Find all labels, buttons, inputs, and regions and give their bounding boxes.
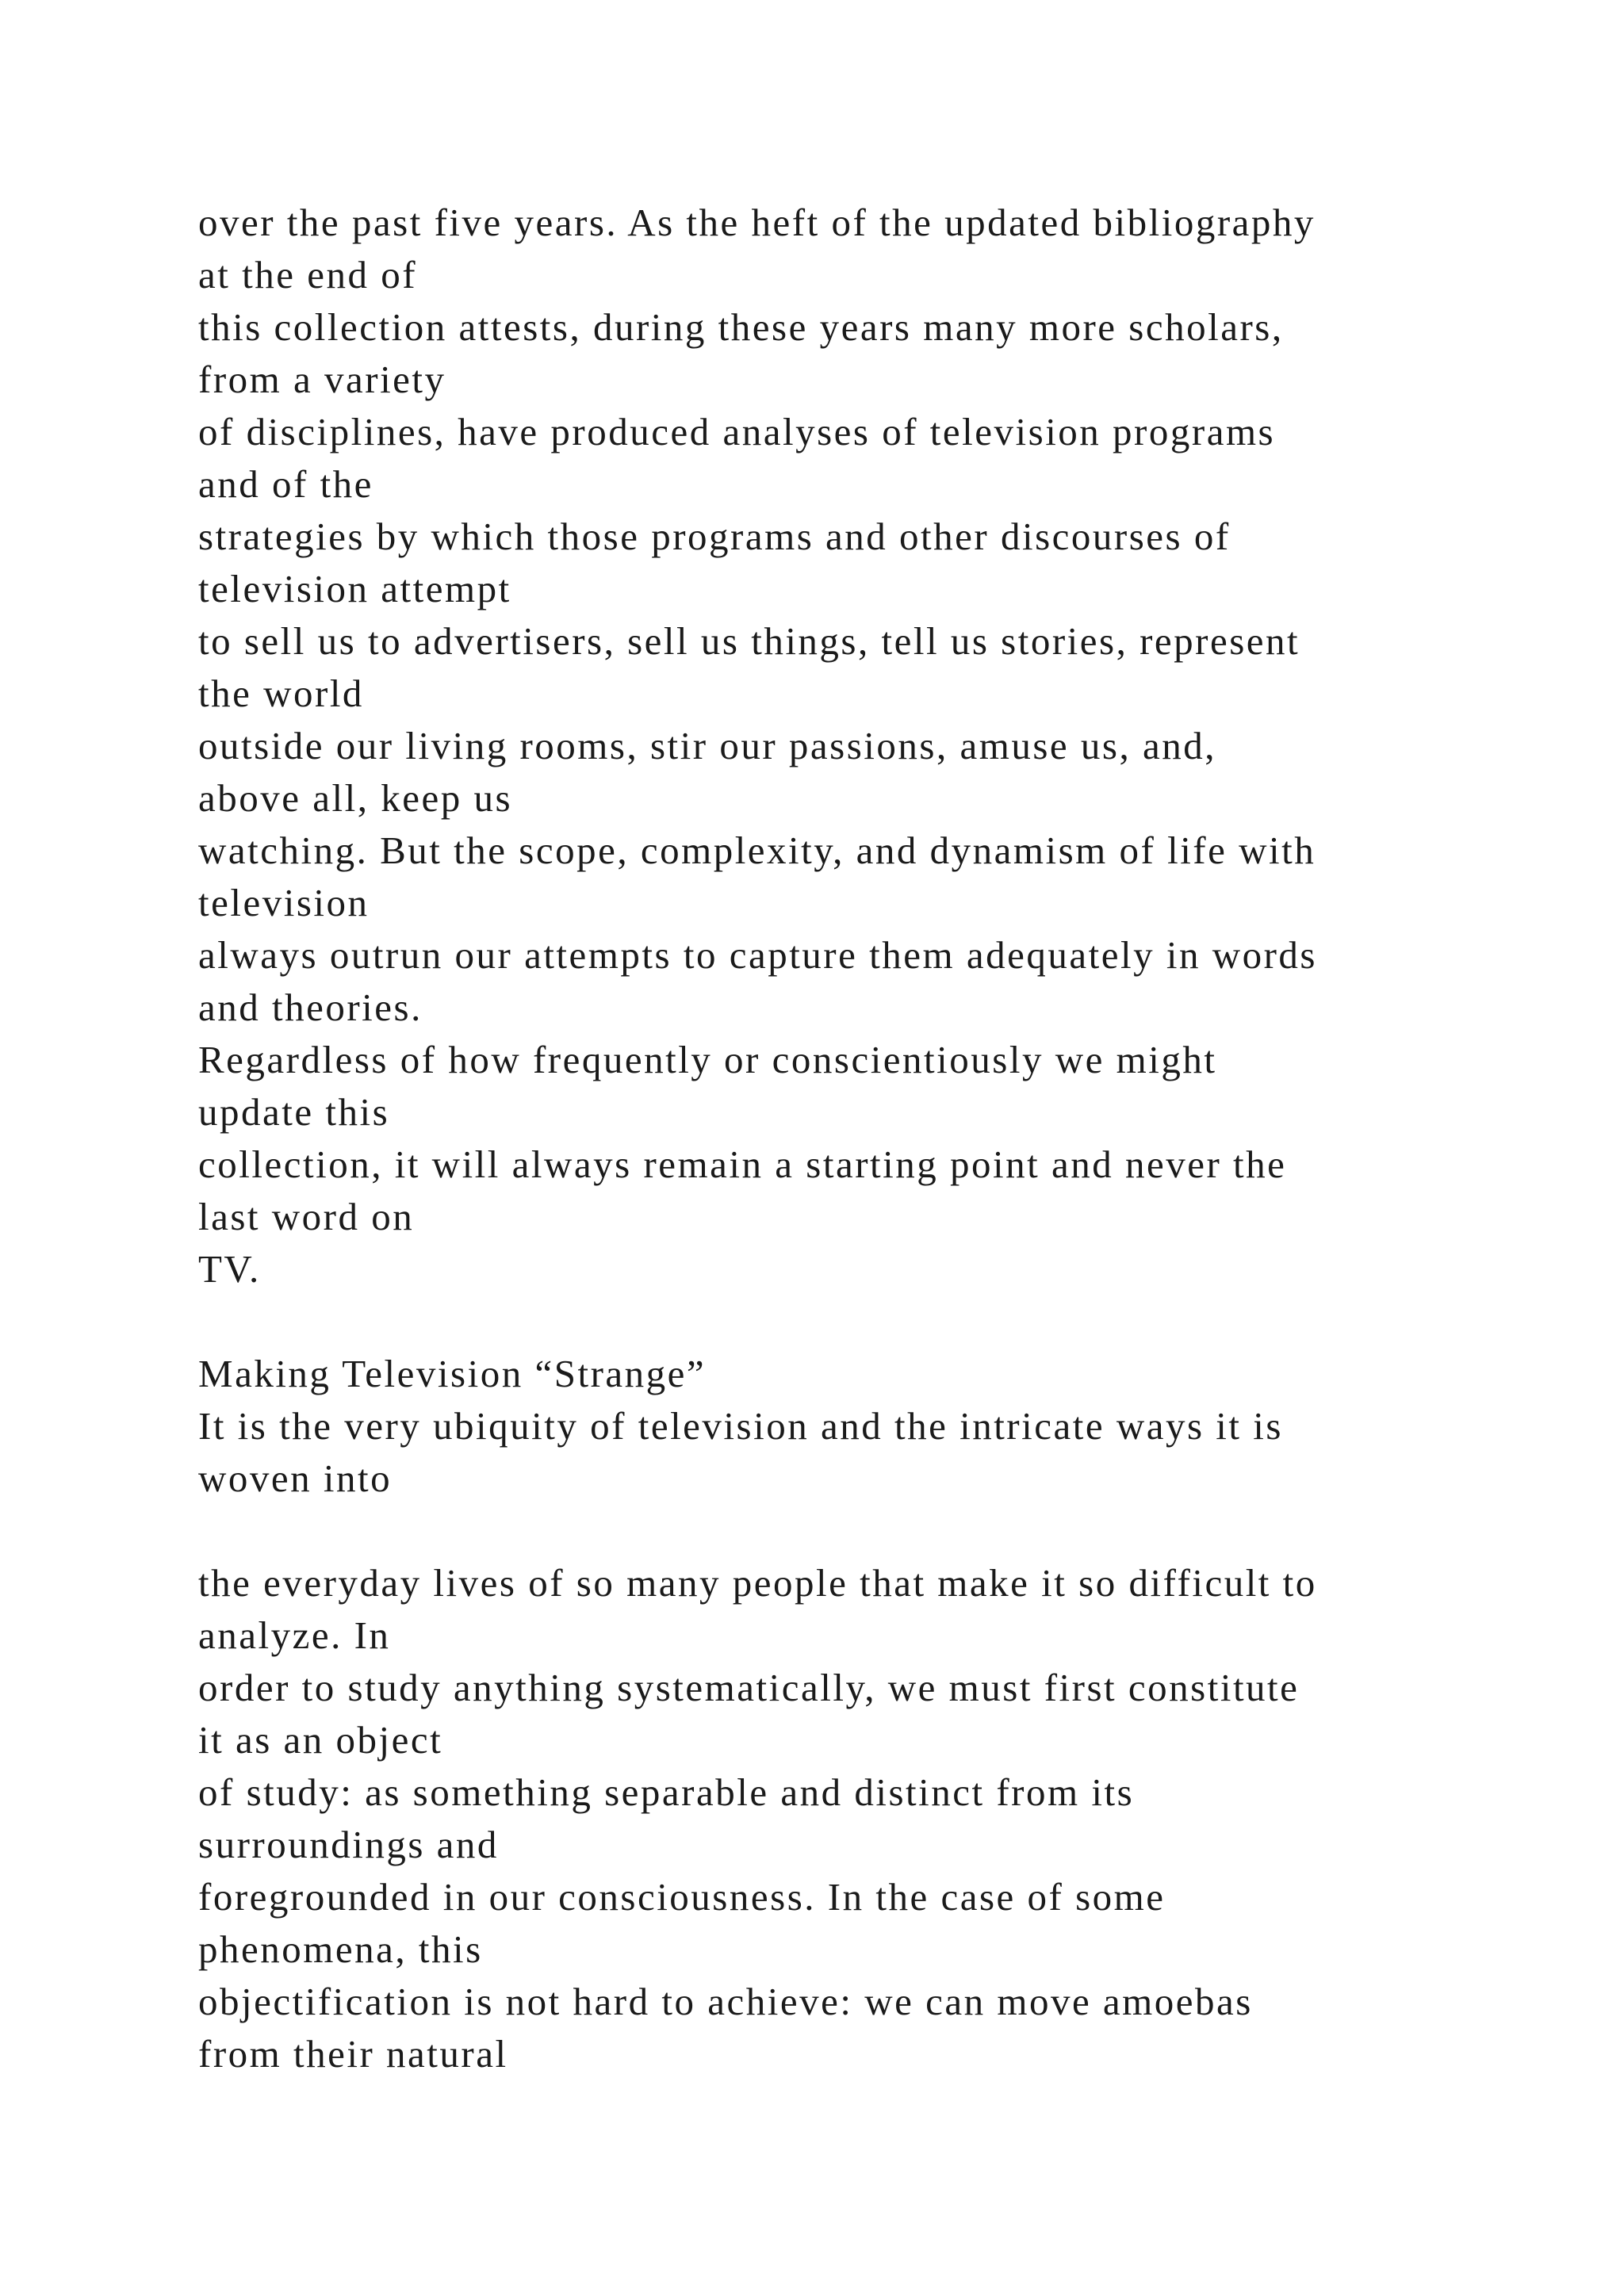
text-line: from a variety [198,358,446,401]
text-line: of study: as something separable and distinct from its [198,1770,1135,1814]
paragraph-bibliography [198,197,1507,1295]
text-line: and of the [198,462,373,506]
text-line: woven into [198,1456,393,1500]
text-line: Regardless of how frequently or conscientiously we might [198,1038,1217,1081]
text-line: television [198,881,370,924]
text-line: the everyday lives of so many people that make it so difficult to [198,1561,1317,1605]
text-line: television attempt [198,567,511,610]
section-heading: Making Television “Strange” [198,1352,707,1395]
text-line: always outrun our attempts to capture them adequately in words [198,933,1317,977]
text-line: the world [198,672,364,715]
text-line: over the past five years. As the heft of the updated bibliography [198,201,1316,244]
text-line: surroundings and [198,1823,499,1866]
paragraph-objectification [198,1557,1507,2080]
text-line: and theories. [198,985,423,1029]
text-line: watching. But the scope, complexity, and dynamism of life with [198,828,1316,872]
text-line: last word on [198,1195,415,1238]
text-line: It is the very ubiquity of television and the intricate ways it is [198,1404,1283,1448]
text-line: from their natural [198,2032,508,2076]
text-line: collection, it will always remain a starting point and never the [198,1142,1287,1186]
text-line: analyze. In [198,1613,391,1657]
text-line: objectification is not hard to achieve: we can move amoebas [198,1980,1253,2023]
text-line: to sell us to advertisers, sell us things, tell us stories, represent [198,619,1300,663]
text-line: phenomena, this [198,1927,483,1971]
section-heading-block [198,1348,1507,1505]
text-line: strategies by which those programs and other discourses of [198,515,1231,558]
text-line: TV. [198,1247,261,1291]
text-line: it as an object [198,1718,443,1762]
text-line: this collection attests, during these years many more scholars, [198,305,1284,349]
text-line: foregrounded in our consciousness. In the case of some [198,1875,1166,1919]
text-line: above all, keep us [198,776,513,820]
text-line: outside our living rooms, stir our passions, amuse us, and, [198,724,1216,767]
text-line: update this [198,1090,390,1134]
text-line: order to study anything systematically, we must first constitute [198,1666,1300,1709]
text-line: at the end of [198,253,418,297]
text-line: of disciplines, have produced analyses of television programs [198,410,1276,453]
